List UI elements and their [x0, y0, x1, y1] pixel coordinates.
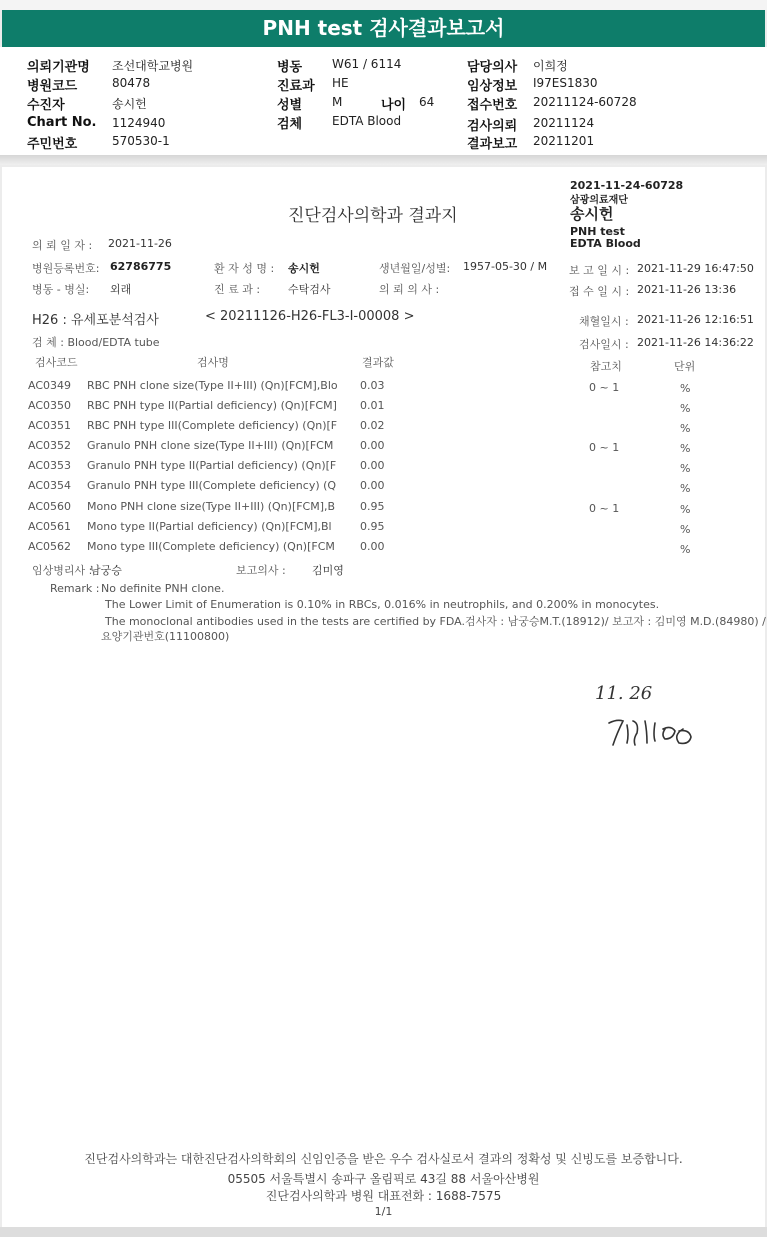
row-test-name: RBC PNH type III(Complete deficiency) (Qn)[F	[87, 419, 338, 432]
table-row	[2, 540, 765, 560]
row-test-name: Granulo PNH type II(Partial deficiency) (Qn)[F	[87, 459, 337, 472]
remark-line: The monoclonal antibodies used in the tests are certified by FDA.검사자 : 남궁승M.T.(18912)/ 보고자 : 김미영 M.D.(84980) /	[105, 615, 766, 628]
ward-label: 병동 - 병실:	[32, 283, 90, 296]
row-reference: 0 ~ 1	[589, 381, 620, 394]
label-age: 나이	[381, 98, 407, 113]
label-resident-no: 주민번호	[27, 137, 78, 152]
label-box-test: PNH test	[570, 225, 625, 238]
row-result: 0.00	[360, 540, 385, 553]
row-code: AC0352	[28, 439, 72, 452]
label-hospital-code: 병원코드	[27, 79, 78, 94]
request-date: 2021-11-26	[108, 237, 172, 250]
document-title: 진단검사의학과 결과지	[288, 206, 458, 226]
table-row	[2, 379, 765, 399]
value-hospital-code: 80478	[112, 76, 151, 90]
label-chart-no: Chart No.	[27, 115, 97, 130]
row-test-name: RBC PNH type II(Partial deficiency) (Qn)[FCM]	[87, 399, 337, 412]
collect-date-label: 채혈일시 :	[579, 315, 629, 328]
ward: 외래	[110, 283, 132, 296]
table-row	[2, 399, 765, 419]
value-clinical-info: I97ES1830	[533, 76, 598, 90]
row-result: 0.95	[360, 520, 385, 533]
dob-label: 생년월일/성별:	[379, 262, 451, 275]
row-code: AC0353	[28, 459, 72, 472]
footer-contact: 진단검사의학과 병원 대표전화 : 1688-7575	[265, 1189, 502, 1203]
label-attending-doctor: 담당의사	[467, 60, 518, 75]
certification-statement: 진단검사의학과는 대한진단검사의학회의 신임인증을 받은 우수 검사실로서 결과의 정확성 및 신빙도를 보증합니다.	[84, 1152, 683, 1166]
receipt-date: 2021-11-26 13:36	[637, 283, 737, 296]
report-date-label: 보 고 일 시 :	[569, 264, 630, 277]
reg-no: 62786775	[110, 260, 172, 273]
value-department: HE	[332, 76, 349, 90]
page-title: PNH test 검사결과보고서	[2, 10, 765, 47]
label-box-name: 송시헌	[570, 205, 614, 223]
table-row	[2, 459, 765, 479]
row-code: AC0350	[28, 399, 72, 412]
table-row	[2, 479, 765, 499]
row-code: AC0354	[28, 479, 72, 492]
row-code: AC0562	[28, 540, 72, 553]
row-test-name: Mono PNH clone size(Type II+III) (Qn)[FCM],B	[87, 500, 336, 513]
request-date-label: 의 뢰 일 자 :	[32, 239, 93, 252]
value-resident-no: 570530-1	[112, 134, 170, 148]
row-code: AC0351	[28, 419, 72, 432]
table-row	[2, 439, 765, 459]
reporter: 김미영	[312, 564, 344, 577]
label-result-report: 결과보고	[467, 137, 518, 152]
row-result: 0.01	[360, 399, 385, 412]
accession-number: < 20211126-H26-FL3-I-00008 >	[205, 309, 415, 324]
label-sex: 성별	[277, 98, 303, 113]
report-date: 2021-11-29 16:47:50	[637, 262, 754, 275]
row-test-name: RBC PNH clone size(Type II+III) (Qn)[FCM],Blo	[87, 379, 338, 392]
row-reference: 0 ~ 1	[589, 441, 620, 454]
patient-name: 송시헌	[288, 262, 320, 275]
row-unit: %	[680, 442, 691, 455]
remark-label: Remark :	[50, 582, 100, 595]
row-test-name: Granulo PNH clone size(Type II+III) (Qn)[FCM	[87, 439, 334, 452]
row-result: 0.00	[360, 439, 385, 452]
row-unit: %	[680, 402, 691, 415]
row-result: 0.95	[360, 500, 385, 513]
requesting-doctor-label: 의 뢰 의 사 :	[379, 283, 440, 296]
row-unit: %	[680, 422, 691, 435]
row-reference: 0 ~ 1	[589, 502, 620, 515]
report-header	[0, 47, 767, 155]
value-result-report: 20211201	[533, 134, 595, 148]
row-unit: %	[680, 462, 691, 475]
receipt-date-label: 접 수 일 시 :	[569, 285, 630, 298]
dept: 수탁검사	[288, 283, 331, 296]
row-unit: %	[680, 382, 691, 395]
row-unit: %	[680, 482, 691, 495]
value-sex: M	[332, 95, 343, 109]
row-unit: %	[680, 523, 691, 536]
footer-address: 05505 서울특별시 송파구 올림픽로 43길 88 서울아산병원	[227, 1172, 540, 1186]
col-header-name: 검사명	[197, 356, 229, 369]
col-header-ref: 참고치	[590, 360, 622, 373]
label-patient: 수진자	[27, 98, 65, 113]
row-code: AC0561	[28, 520, 72, 533]
label-clinical-info: 임상정보	[467, 79, 518, 94]
value-patient: 송시헌	[112, 97, 147, 111]
row-test-name: Mono type III(Complete deficiency) (Qn)[FCM	[87, 540, 335, 553]
value-attending-doctor: 이희정	[533, 59, 568, 73]
signature-date: 11. 26	[595, 683, 653, 704]
section-title: H26 : 유세포분석검사	[32, 313, 159, 328]
page-number: 1/1	[374, 1205, 393, 1218]
patient-name-label: 환 자 성 명 :	[214, 262, 275, 275]
row-result: 0.02	[360, 419, 385, 432]
row-code: AC0349	[28, 379, 72, 392]
label-department: 진료과	[277, 79, 315, 94]
table-row	[2, 419, 765, 439]
dob: 1957-05-30 / M	[463, 260, 548, 273]
top-strip	[0, 0, 767, 10]
row-result: 0.00	[360, 479, 385, 492]
value-test-request: 20211124	[533, 116, 595, 130]
col-header-code: 검사코드	[35, 356, 78, 369]
remark-line: No definite PNH clone.	[101, 582, 225, 595]
pathologist: 남궁승	[90, 564, 122, 577]
reporter-label: 보고의사 :	[236, 564, 286, 577]
value-specimen: EDTA Blood	[332, 114, 402, 128]
value-ward: W61 / 6114	[332, 57, 402, 71]
result-document	[2, 167, 765, 1227]
row-test-name: Granulo PNH type III(Complete deficiency) (Q	[87, 479, 337, 492]
value-receipt-no: 20211124-60728	[533, 95, 637, 109]
table-row	[2, 520, 765, 540]
test-date-label: 검사일시 :	[579, 338, 629, 351]
label-specimen: 검체	[277, 117, 303, 132]
bottom-strip	[0, 1227, 767, 1237]
value-requesting-institution: 조선대학교병원	[112, 59, 194, 73]
value-age: 64	[419, 95, 435, 109]
col-header-result: 결과값	[362, 356, 394, 369]
row-test-name: Mono type II(Partial deficiency) (Qn)[FCM],Bl	[87, 520, 332, 533]
collect-date: 2021-11-26 12:16:51	[637, 313, 754, 326]
test-date: 2021-11-26 14:36:22	[637, 336, 754, 349]
dept-label: 진 료 과 :	[214, 283, 261, 296]
handwritten-signature	[587, 677, 717, 757]
col-header-unit: 단위	[674, 360, 696, 373]
header-shadow	[0, 155, 767, 165]
row-result: 0.00	[360, 459, 385, 472]
remark-line: The Lower Limit of Enumeration is 0.10% in RBCs, 0.016% in neutrophils, and 0.200% in monocytes.	[105, 598, 660, 611]
value-chart-no: 1124940	[112, 116, 166, 130]
label-test-request: 검사의뢰	[467, 119, 518, 134]
label-box-specimen: EDTA Blood	[570, 237, 641, 250]
row-unit: %	[680, 503, 691, 516]
row-result: 0.03	[360, 379, 385, 392]
label-box-org: 삼광의료재단	[570, 195, 628, 206]
label-ward: 병동	[277, 60, 303, 75]
row-unit: %	[680, 543, 691, 556]
specimen-line: 검 체 : Blood/EDTA tube	[32, 336, 160, 349]
row-code: AC0560	[28, 500, 72, 513]
label-receipt-no: 접수번호	[467, 98, 518, 113]
pathologist-label: 임상병리사 :	[32, 564, 93, 577]
remark-line: 요양기관번호(11100800)	[101, 630, 230, 643]
label-requesting-institution: 의뢰기관명	[27, 60, 90, 75]
reg-no-label: 병원등록번호:	[32, 262, 100, 275]
table-row	[2, 500, 765, 520]
label-box-code: 2021-11-24-60728	[570, 179, 684, 192]
